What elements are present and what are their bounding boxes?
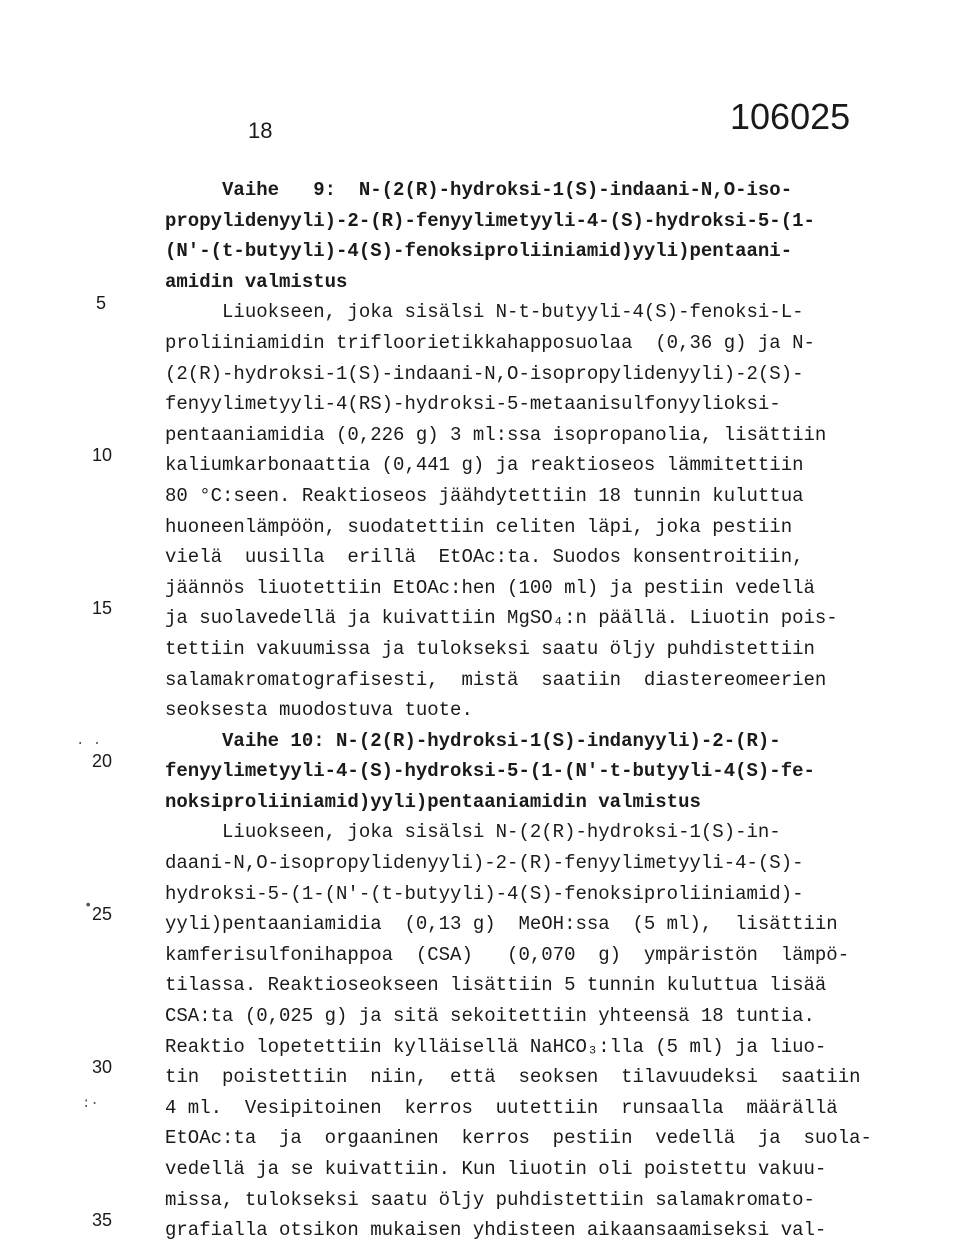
body-line: vedellä ja se kuivattiin. Kun liuotin oli poistettu vakuu-: [165, 1158, 827, 1180]
body-line: EtOAc:ta ja orgaaninen kerros pestiin vedellä ja suola-: [165, 1127, 872, 1150]
line-number-25: 25: [92, 904, 113, 924]
line-number-35: 35: [92, 1210, 113, 1230]
body-line: daani-N,O-isopropylidenyyli)-2-(R)-fenyylimetyyli-4-(S)-: [165, 852, 804, 875]
heading-line: noksiproliiniamid)yyli)pentaaniamidin valmistus: [165, 790, 701, 813]
body-line: huoneenlämpöön, suodatettiin celiten läpi, joka pestiin: [165, 515, 793, 538]
body-line: jäännös liuotettiin EtOAc:hen (100 ml) ja pestiin vedellä: [165, 576, 815, 599]
scan-speck: :·: [82, 1096, 99, 1112]
body-line: vielä uusilla erillä EtOAc:ta. Suodos konsentroitiin,: [165, 546, 804, 569]
heading-line: propylidenyyli)-2-(R)-fenyylimetyyli-4-(S)-hydroksi-5-(1-: [165, 209, 815, 232]
line-number-10: 10: [92, 445, 113, 465]
body-line: ja suolavedellä ja kuivattiin MgSO₄:n päällä. Liuotin pois-: [165, 607, 838, 630]
body-line: Liuokseen, joka sisälsi N-(2(R)-hydroksi-1(S)-in-: [165, 821, 781, 844]
body-line: 80 °C:seen. Reaktioseos jäähdytettiin 18 tunnin kuluttua: [165, 484, 804, 507]
body-line: missa, tulokseksi saatu öljy puhdistettiin salamakromato-: [165, 1188, 815, 1211]
heading-line: (N'-(t-butyyli)-4(S)-fenoksiproliiniamid)yyli)pentaani-: [165, 240, 793, 263]
body-line: kamferisulfonihappoa (CSA) (0,070 g) ympäristön lämpö-: [165, 943, 850, 966]
body-line: seoksesta muodostuva tuote.: [165, 699, 473, 722]
body-line: yyli)pentaaniamidia (0,13 g) MeOH:ssa (5 ml), lisättiin: [165, 913, 838, 936]
line-number-15: 15: [92, 598, 113, 618]
body-line: proliiniamidin trifloorietikkahapposuolaa (0,36 g) ja N-: [165, 331, 815, 354]
body-line: CSA:ta (0,025 g) ja sitä sekoitettiin yhteensä 18 tuntia.: [165, 1005, 815, 1028]
body-line: grafialla otsikon mukaisen yhdisteen aikaansaamiseksi val-: [165, 1219, 827, 1242]
heading-line: amidin valmistus: [165, 270, 348, 293]
body-line: tin poistettiin niin, että seoksen tilavuudeksi saatiin: [165, 1066, 861, 1089]
scan-speck: · ·: [76, 736, 102, 752]
scan-speck: •: [84, 898, 93, 914]
line-number-30: 30: [92, 1057, 113, 1077]
line-number-20: 20: [92, 751, 113, 771]
body-line: kaliumkarbonaattia (0,441 g) ja reaktioseos lämmitettiin: [165, 454, 804, 477]
body-line: Liuokseen, joka sisälsi N-t-butyyli-4(S)-fenoksi-L-: [165, 301, 804, 324]
body-line: Reaktio lopetettiin kylläisellä NaHCO₃:lla (5 ml) ja liuo-: [165, 1035, 827, 1058]
heading-line: Vaihe 9: N-(2(R)-hydroksi-1(S)-indaani-N,O-iso-: [165, 179, 793, 201]
body-line: tilassa. Reaktioseokseen lisättiin 5 tunnin kuluttua lisää: [165, 974, 827, 997]
document-number: 106025: [730, 96, 851, 137]
page-number: 18: [248, 118, 273, 143]
body-line: fenyylimetyyli-4(RS)-hydroksi-5-metaanisulfonyylioksi-: [165, 393, 781, 416]
heading-line: Vaihe 10: N-(2(R)-hydroksi-1(S)-indanyyli)-2-(R)-: [165, 729, 781, 752]
body-line: salamakromatografisesti, mistä saatiin diastereomeerien: [165, 668, 827, 691]
body-line: hydroksi-5-(1-(N'-(t-butyyli)-4(S)-fenoksiproliiniamid)-: [165, 882, 804, 905]
line-number-5: 5: [96, 293, 107, 313]
body-line: 4 ml. Vesipitoinen kerros uutettiin runsaalla määrällä: [165, 1096, 838, 1119]
document-body: [165, 175, 872, 1246]
body-line: tettiin vakuumissa ja tulokseksi saatu öljy puhdistettiin: [165, 637, 815, 660]
heading-line: fenyylimetyyli-4-(S)-hydroksi-5-(1-(N'-t-butyyli-4(S)-fe-: [165, 760, 815, 783]
body-line: (2(R)-hydroksi-1(S)-indaani-N,O-isopropylidenyyli)-2(S)-: [165, 362, 804, 385]
body-line: pentaaniamidia (0,226 g) 3 ml:ssa isopropanolia, lisättiin: [165, 423, 827, 446]
